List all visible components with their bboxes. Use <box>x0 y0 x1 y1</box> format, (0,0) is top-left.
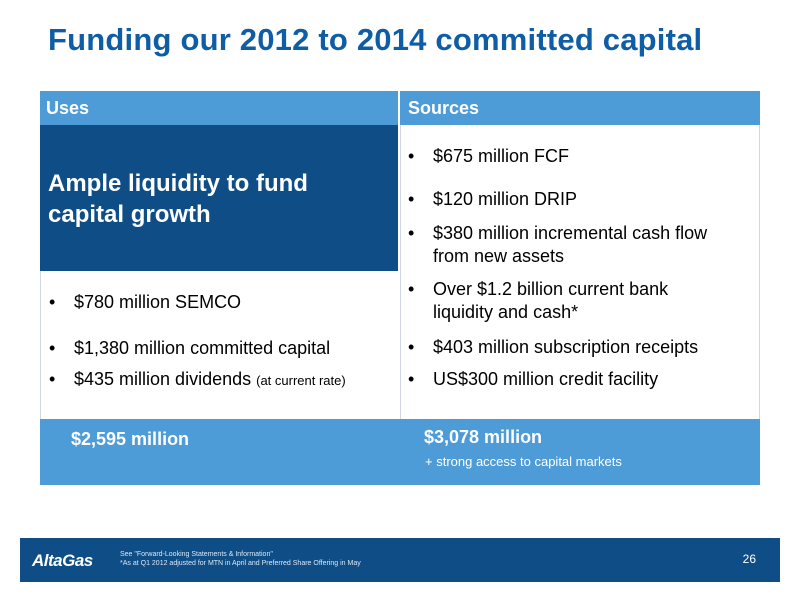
list-item-text: $675 million FCF <box>433 146 570 166</box>
list-item-main: $435 million dividends <box>74 369 252 389</box>
bullet-icon: • <box>408 279 415 299</box>
page-title: Funding our 2012 to 2014 committed capital <box>48 22 703 57</box>
list-item-note: (at current rate) <box>256 373 346 388</box>
bullet-icon: • <box>408 337 415 357</box>
bullet-icon: • <box>49 338 56 358</box>
highlight-line-1: Ample liquidity to fund <box>48 170 308 197</box>
list-item-text: $1,380 million committed capital <box>74 338 331 358</box>
list-item-text: $380 million incremental cash flow from new assets <box>433 223 708 266</box>
uses-total: $2,595 million <box>71 429 190 449</box>
list-item-text: $780 million SEMCO <box>74 292 242 312</box>
footer-note-2: *As at Q1 2012 adjusted for MTN in April and Preferred Share Offering in May <box>120 560 361 567</box>
sources-total: $3,078 million <box>424 427 543 447</box>
list-item-text: $120 million DRIP <box>433 189 578 209</box>
uses-highlight-box <box>40 125 398 271</box>
sources-total-note: + strong access to capital markets <box>425 454 622 469</box>
footer-bar <box>20 538 780 582</box>
list-item-text: Over $1.2 billion current bank liquidity and cash* <box>433 279 669 322</box>
page-number: 26 <box>742 552 756 566</box>
list-item-text <box>74 368 346 392</box>
sources-bullet-list <box>400 125 760 419</box>
bullet-icon: • <box>408 223 415 243</box>
list-item-text: US$300 million credit facility <box>433 369 659 389</box>
bullet-icon: • <box>408 189 415 209</box>
sources-header: Sources <box>400 91 760 125</box>
bullet-icon: • <box>408 146 415 166</box>
uses-header: Uses <box>40 91 398 125</box>
footer-notes <box>120 550 361 568</box>
funding-table <box>40 91 760 485</box>
company-logo: AltaGas <box>32 551 93 570</box>
highlight-line-2: capital growth <box>48 201 211 228</box>
bullet-icon: • <box>408 369 415 389</box>
uses-bullet-list <box>40 271 398 419</box>
bullet-icon: • <box>49 369 56 389</box>
footer-note-1: See "Forward-Looking Statements & Information" <box>120 551 273 558</box>
bullet-icon: • <box>49 292 56 312</box>
list-item-text: $403 million subscription receipts <box>433 337 699 357</box>
